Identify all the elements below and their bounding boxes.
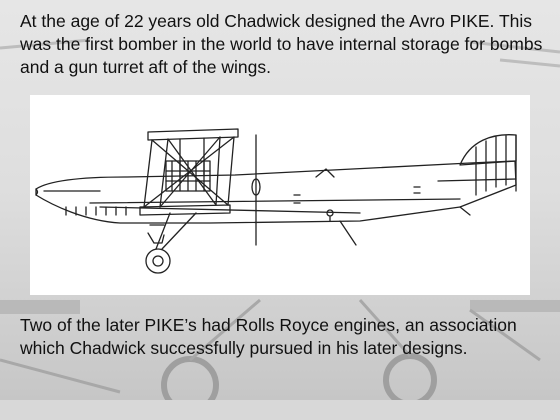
main-wheel — [146, 249, 170, 273]
fuselage-outline — [36, 161, 516, 223]
avro-pike-side-view — [30, 95, 530, 295]
paragraph-top: At the age of 22 years old Chadwick designed the Avro PIKE. This was the first bomber in the world to have internal storage for bombs and a gun turret aft of the wings. — [20, 11, 543, 77]
paragraph-bottom: Two of the later PIKE’s had Rolls Royce engines, an association which Chadwick successfully pursued in his later designs. — [20, 315, 517, 358]
tail-fin — [460, 135, 516, 165]
upper-wing — [148, 129, 238, 140]
avro-pike-drawing — [30, 95, 530, 295]
